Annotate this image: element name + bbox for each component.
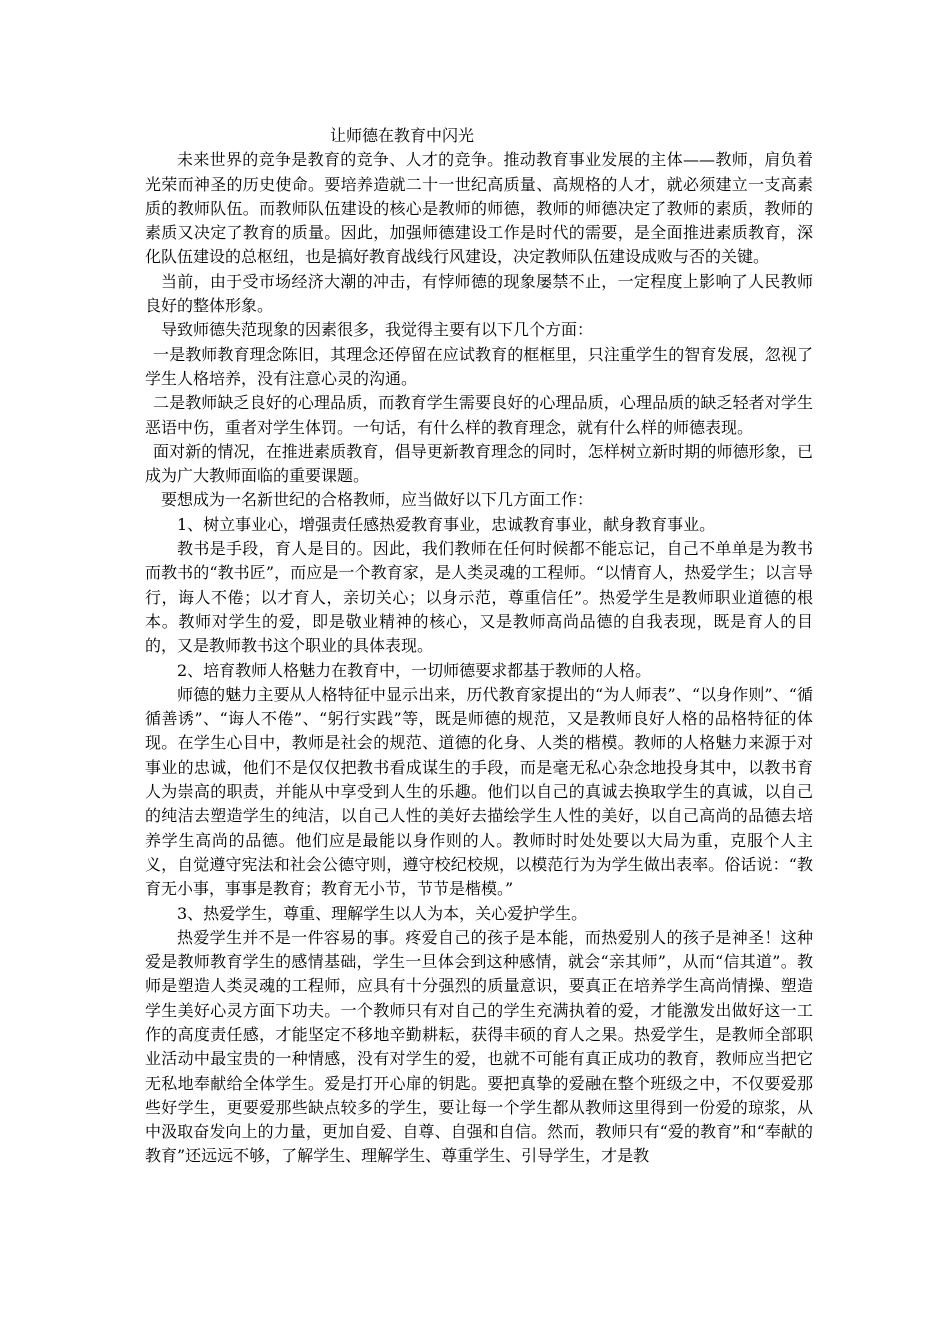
paragraph: 二是教师缺乏良好的心理品质，而教育学生需要良好的心理品质，心理品质的缺乏轻者对学生恶语中伤，重者对学生体罚。一句话，有什么样的教育理念，就有什么样的师德表现。	[145, 393, 813, 437]
document-title: 让师德在教育中闪光	[330, 126, 475, 145]
document-body	[145, 124, 813, 1169]
paragraph: 要想成为一名新世纪的合格教师，应当做好以下几方面工作：	[161, 490, 594, 510]
list-heading: 3、热爱学生，尊重、理解学生以人为本，关心爱护学生。	[177, 903, 588, 923]
paragraph: 面对新的情况，在推进素质教育，倡导更新教育理念的同时，怎样树立新时期的师德形象，已成为广大教师面临的重要课题。	[145, 441, 813, 486]
paragraph: 热爱学生并不是一件容易的事。疼爱自己的孩子是本能，而热爱别人的孩子是神圣！这种爱是教师教育学生的感情基础，学生一旦体会到这种感情，就会“亲其师”，从而“信其道”。教师是塑造人类灵魂的工程师，应具有十分强烈的质量意识，要真正在培养学生高尚情操、塑造学生美好心灵方面下功夫。一个教师只有对自己的学生充满执着的爱，才能激发出做好这一工作的高度责任感，才能坚定不移地辛勤耕耘，获得丰硕的育人之果。热爱学生，是教师全部职业活动中最宝贵的一种情感，没有对学生的爱，也就不可能有真正成功的教育，教师应当把它无私地奉献给全体学生。爱是打开心扉的钥匙。要把真挚的爱融在整个班级之中，不仅要爱那些好学生，更要爱那些缺点较多的学生，要让每一个学生都从教师这里得到一份爱的琼浆，从中汲取奋发向上的力量，更加自爱、自尊、自强和自信。然而，教师只有“爱的教育”和“奉献的教育”还远远不够，了解学生、理解学生、尊重学生、引导学生，才是教	[145, 927, 813, 1166]
list-heading: 1、树立事业心，增强责任感热爱教育事业，忠诚教育事业，献身教育事业。	[177, 514, 716, 534]
paragraph: 当前，由于受市场经济大潮的冲击，有悖师德的现象屡禁不止，一定程度上影响了人民教师良好的整体形象。	[145, 271, 813, 316]
paragraph: 未来世界的竞争是教育的竞争、人才的竞争。推动教育事业发展的主体——教师，肩负着光荣而神圣的历史使命。要培养造就二十一世纪高质量、高规格的人才，就必须建立一支高素质的教师队伍。而教师队伍建设的核心是教师的师德，教师的师德决定了教师的素质，教师的素质又决定了教育的质量。因此，加强师德建设工作是时代的需要，是全面推进素质教育，深化队伍建设的总枢纽，也是搞好教育战线行风建设，决定教师队伍建设成败与否的关键。	[145, 150, 813, 267]
paragraph: 导致师德失范现象的因素很多，我觉得主要有以下几个方面：	[161, 320, 594, 340]
paragraph: 教书是手段，育人是目的。因此，我们教师在任何时候都不能忘记，自己不单单是为教书而教书的“教书匠”，而应是一个教育家，是人类灵魂的工程师。“以情育人，热爱学生；以言导行，诲人不倦；以才育人，亲切关心；以身示范，尊重信任”。热爱学生是教师职业道德的根本。教师对学生的爱，即是敬业精神的核心，又是教师高尚品德的自我表现，既是育人的目的，又是教师教书这个职业的具体表现。	[145, 539, 813, 656]
paragraph: 一是教师教育理念陈旧，其理念还停留在应试教育的框框里，只注重学生的智育发展，忽视了学生人格培养，没有注意心灵的沟通。	[145, 344, 813, 388]
paragraph: 师德的魅力主要从人格特征中显示出来，历代教育家提出的“为人师表”、“以身作则”、“循循善诱”、“诲人不倦”、“躬行实践”等，既是师德的规范，又是教师良好人格的品格特征的体现。在学生心目中，教师是社会的规范、道德的化身、人类的楷模。教师的人格魅力来源于对事业的忠诚，他们不是仅仅把教书看成谋生的手段，而是毫无私心杂念地投身其中，以教书育人为崇高的职责，并能从中享受到人生的乐趣。他们以自己的真诚去换取学生的真诚，以自己的纯洁去塑造学生的纯洁，以自己人性的美好去描绘学生人性的美好，以自己高尚的品德去培养学生高尚的品德。他们应是最能以身作则的人。教师时时处处要以大局为重，克服个人主义，自觉遵守宪法和社会公德守则，遵守校纪校规，以模范行为为学生做出表率。俗话说：“教育无小事，事事是教育；教育无小节，节节是楷模。”	[145, 684, 813, 899]
list-heading: 2、培育教师人格魅力在教育中，一切师德要求都基于教师的人格。	[177, 660, 652, 680]
